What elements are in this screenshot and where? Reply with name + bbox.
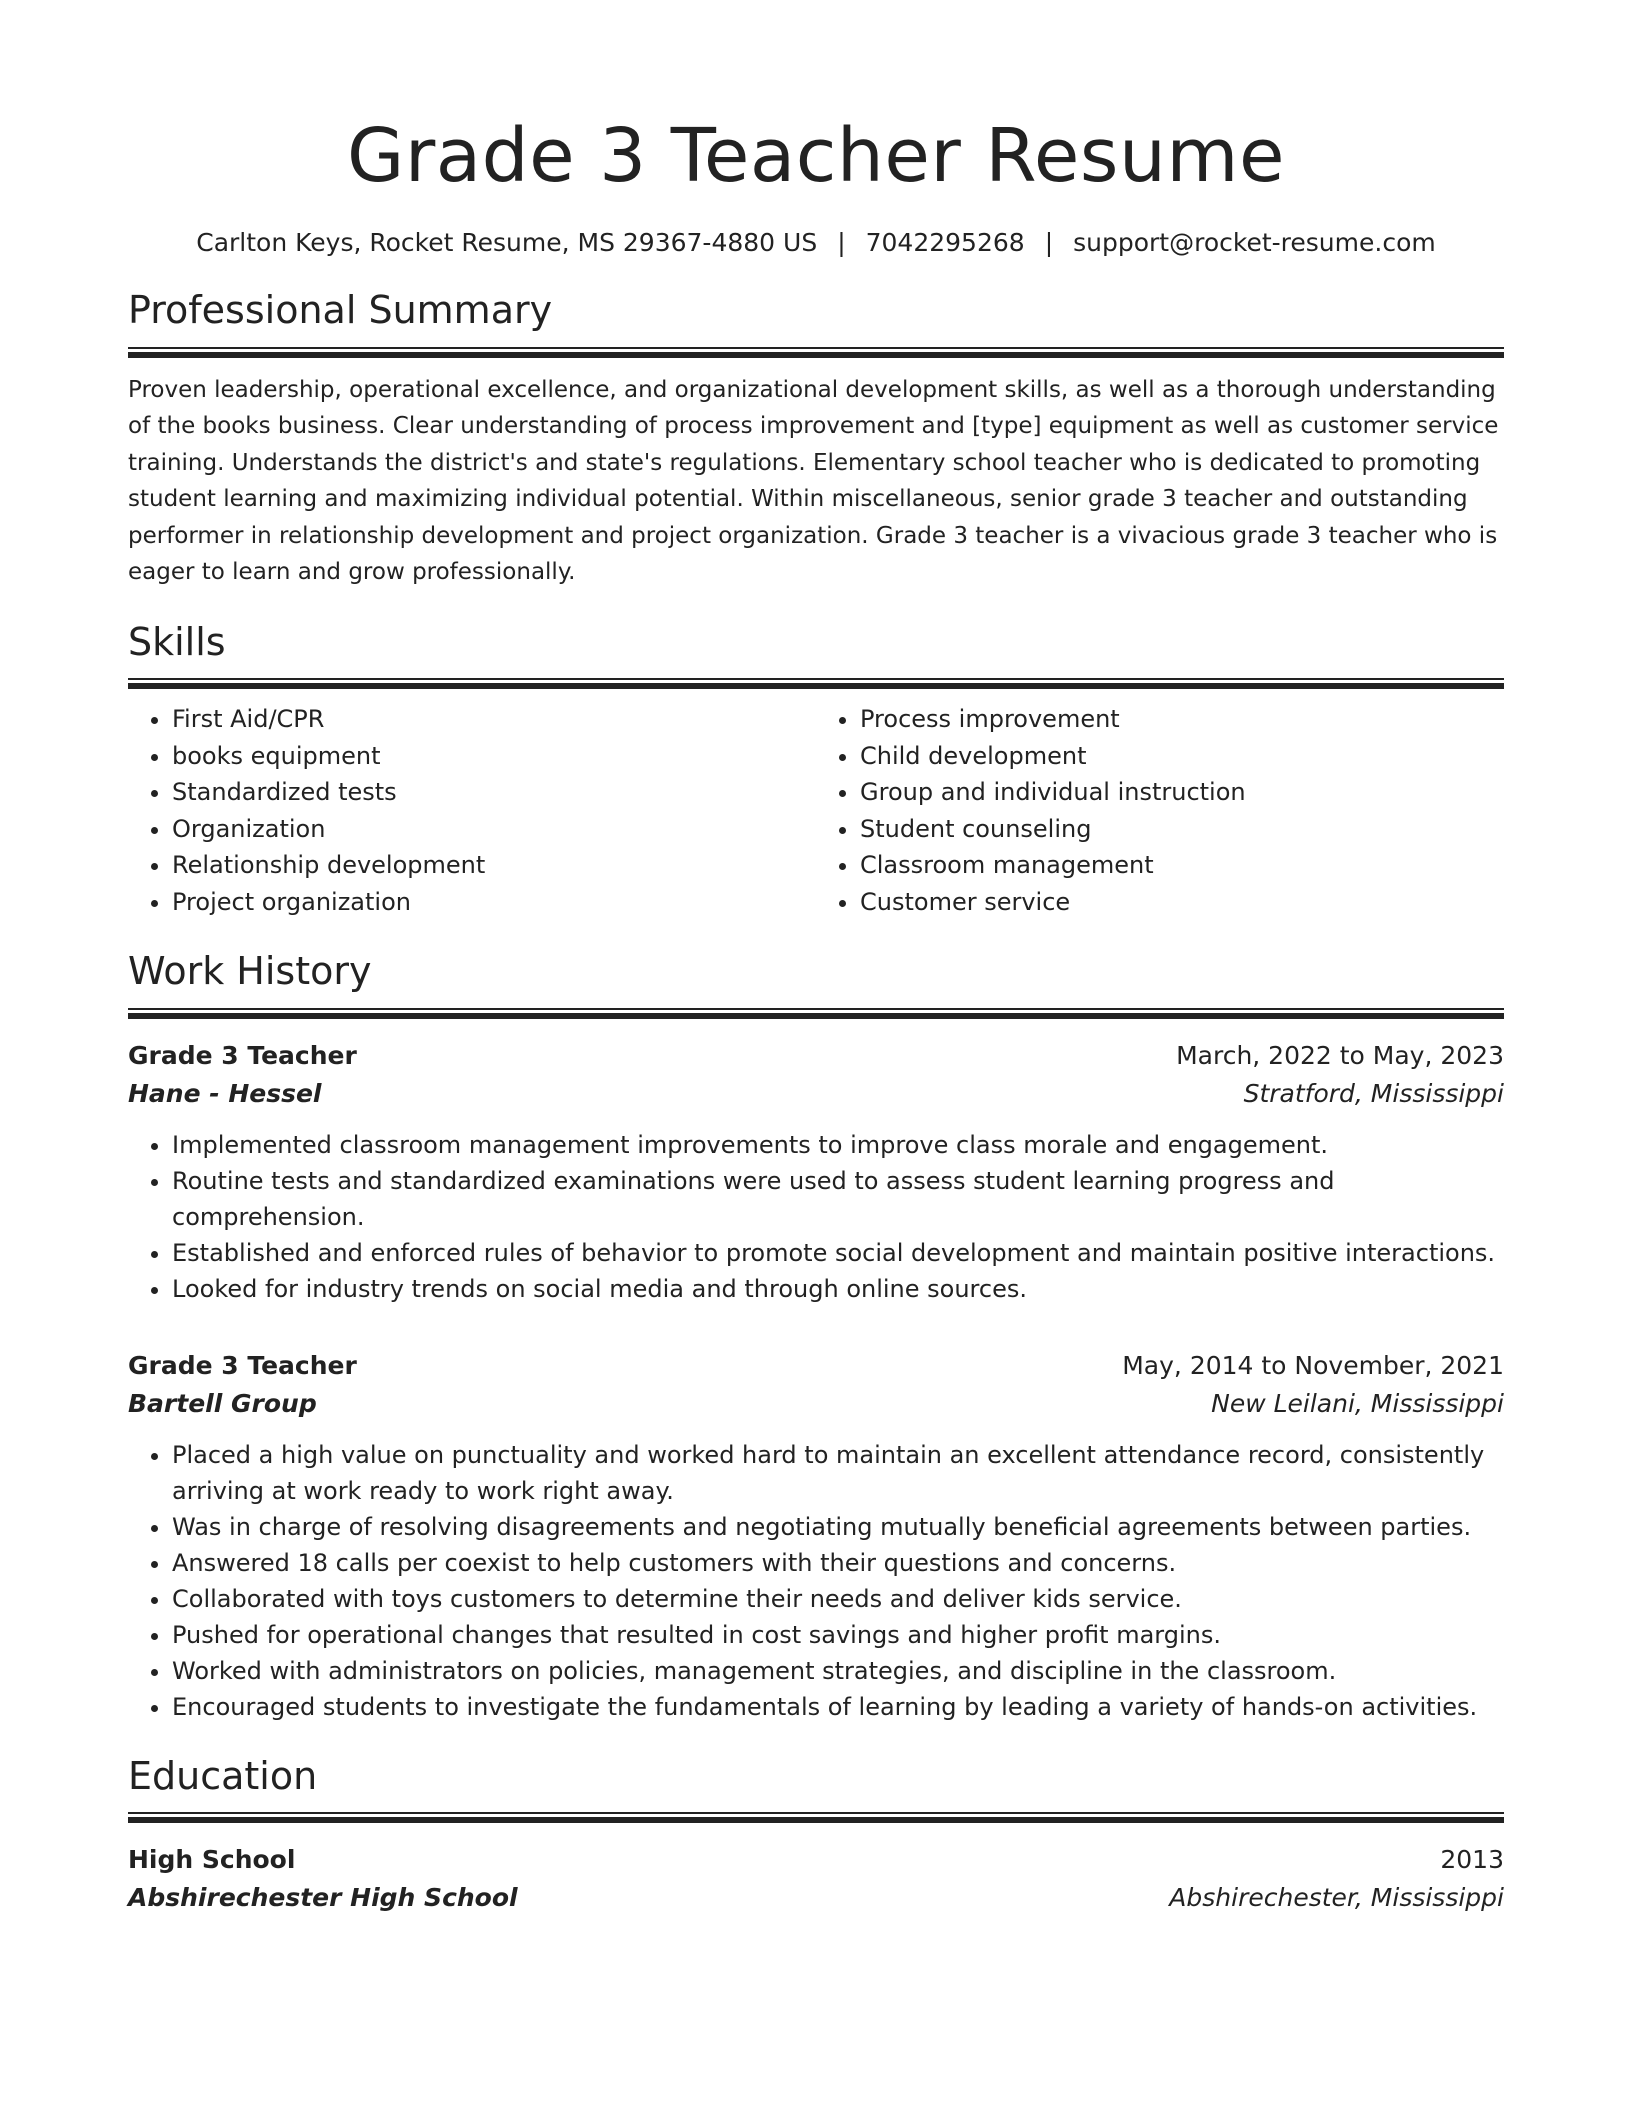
job-company: Hane - Hessel [128,1078,322,1108]
skill-item: • books equipment [172,738,816,775]
skill-item: • Relationship development [172,847,816,884]
job-bullet: • Placed a high value on punctuality and worked hard to maintain an excellent attendance record, consistently arriving at work ready to work right away. [172,1437,1504,1509]
skills-heading: Skills [128,619,226,664]
skill-item: • Group and individual instruction [860,774,1504,811]
work-heading: Work History [128,949,372,994]
skill-item: • Organization [172,811,816,848]
education-year: 2013 [1440,1845,1504,1875]
section-divider [128,1008,1504,1019]
skills-section [128,619,1504,921]
summary-section [128,287,1504,591]
job-dates: May, 2014 to November, 2021 [1122,1350,1504,1380]
skill-item: • First Aid/CPR [172,701,816,738]
education-school: Abshirechester High School [128,1883,518,1913]
contact-separator: | [837,227,846,257]
job-bullets [128,1437,1504,1725]
job-company: Bartell Group [128,1388,317,1418]
job-dates: March, 2022 to May, 2023 [1176,1040,1504,1070]
job-bullet: • Answered 18 calls per coexist to help customers with their questions and concerns. [172,1545,1504,1581]
job-location: Stratford, Mississippi [1243,1078,1504,1108]
job-bullet: • Worked with administrators on policies, management strategies, and discipline in the classroom. [172,1653,1504,1689]
job-company-row [128,1075,1504,1113]
skill-item: • Customer service [860,884,1504,921]
job-header-row [128,1037,1504,1075]
section-divider [128,347,1504,358]
skills-list-right [816,701,1504,920]
contact-phone: 7042295268 [865,227,1025,257]
contact-email: support@rocket-resume.com [1073,227,1436,257]
skill-item: • Process improvement [860,701,1504,738]
work-section [128,948,1504,1725]
job-title: Grade 3 Teacher [128,1350,357,1380]
education-location: Abshirechester, Mississippi [1169,1883,1504,1913]
summary-text: Proven leadership, operational excellence, and organizational development skills, as well as a thorough understanding of the books business. Clear understanding of process improvement and [type] equipment as well as customer service training. Understands the district's and state's regulations. Elementary school teacher who is dedicated to promoting student learning and maximizing individual potential. Within miscellaneous, senior grade 3 teacher and outstanding performer in relationship development and project organization. Grade 3 teacher is a vivacious grade 3 teacher who is eager to learn and grow professionally. [128,376,1499,586]
section-divider [128,678,1504,689]
education-heading: Education [128,1753,318,1798]
job-bullet: • Routine tests and standardized examinations were used to assess student learning progress and comprehension. [172,1163,1504,1235]
job-bullet: • Encouraged students to investigate the fundamentals of learning by leading a variety of hands-on activities. [172,1689,1504,1725]
education-entry [128,1841,1504,1917]
job-bullet: • Pushed for operational changes that resulted in cost savings and higher profit margins. [172,1617,1504,1653]
education-school-row [128,1879,1504,1917]
education-degree: High School [128,1845,296,1875]
education-section [128,1753,1504,1918]
skill-item: • Classroom management [860,847,1504,884]
skill-item: • Project organization [172,884,816,921]
job-bullet: • Established and enforced rules of behavior to promote social development and maintain positive interactions. [172,1235,1504,1271]
summary-heading: Professional Summary [128,288,553,333]
education-header-row [128,1841,1504,1879]
job-bullet: • Was in charge of resolving disagreements and negotiating mutually beneficial agreements between parties. [172,1509,1504,1545]
job-location: New Leilani, Mississippi [1211,1388,1504,1418]
skills-columns [128,701,1504,920]
skill-item: • Child development [860,738,1504,775]
section-divider [128,1812,1504,1823]
job-entry [128,1347,1504,1725]
job-header-row [128,1347,1504,1385]
resume-title: Grade 3 Teacher Resume [347,113,1285,199]
job-entry [128,1037,1504,1307]
job-bullet: • Looked for industry trends on social media and through online sources. [172,1271,1504,1307]
job-bullets [128,1127,1504,1307]
contact-address: Carlton Keys, Rocket Resume, MS 29367-4880 US [196,227,818,257]
contact-separator: | [1044,227,1054,257]
skill-item: • Student counseling [860,811,1504,848]
job-bullet: • Collaborated with toys customers to determine their needs and deliver kids service. [172,1581,1504,1617]
job-title: Grade 3 Teacher [128,1040,357,1070]
contact-line [128,227,1504,260]
job-bullet: • Implemented classroom management improvements to improve class morale and engagement. [172,1127,1504,1163]
skill-item: • Standardized tests [172,774,816,811]
job-company-row [128,1385,1504,1423]
skills-list-left [128,701,816,920]
